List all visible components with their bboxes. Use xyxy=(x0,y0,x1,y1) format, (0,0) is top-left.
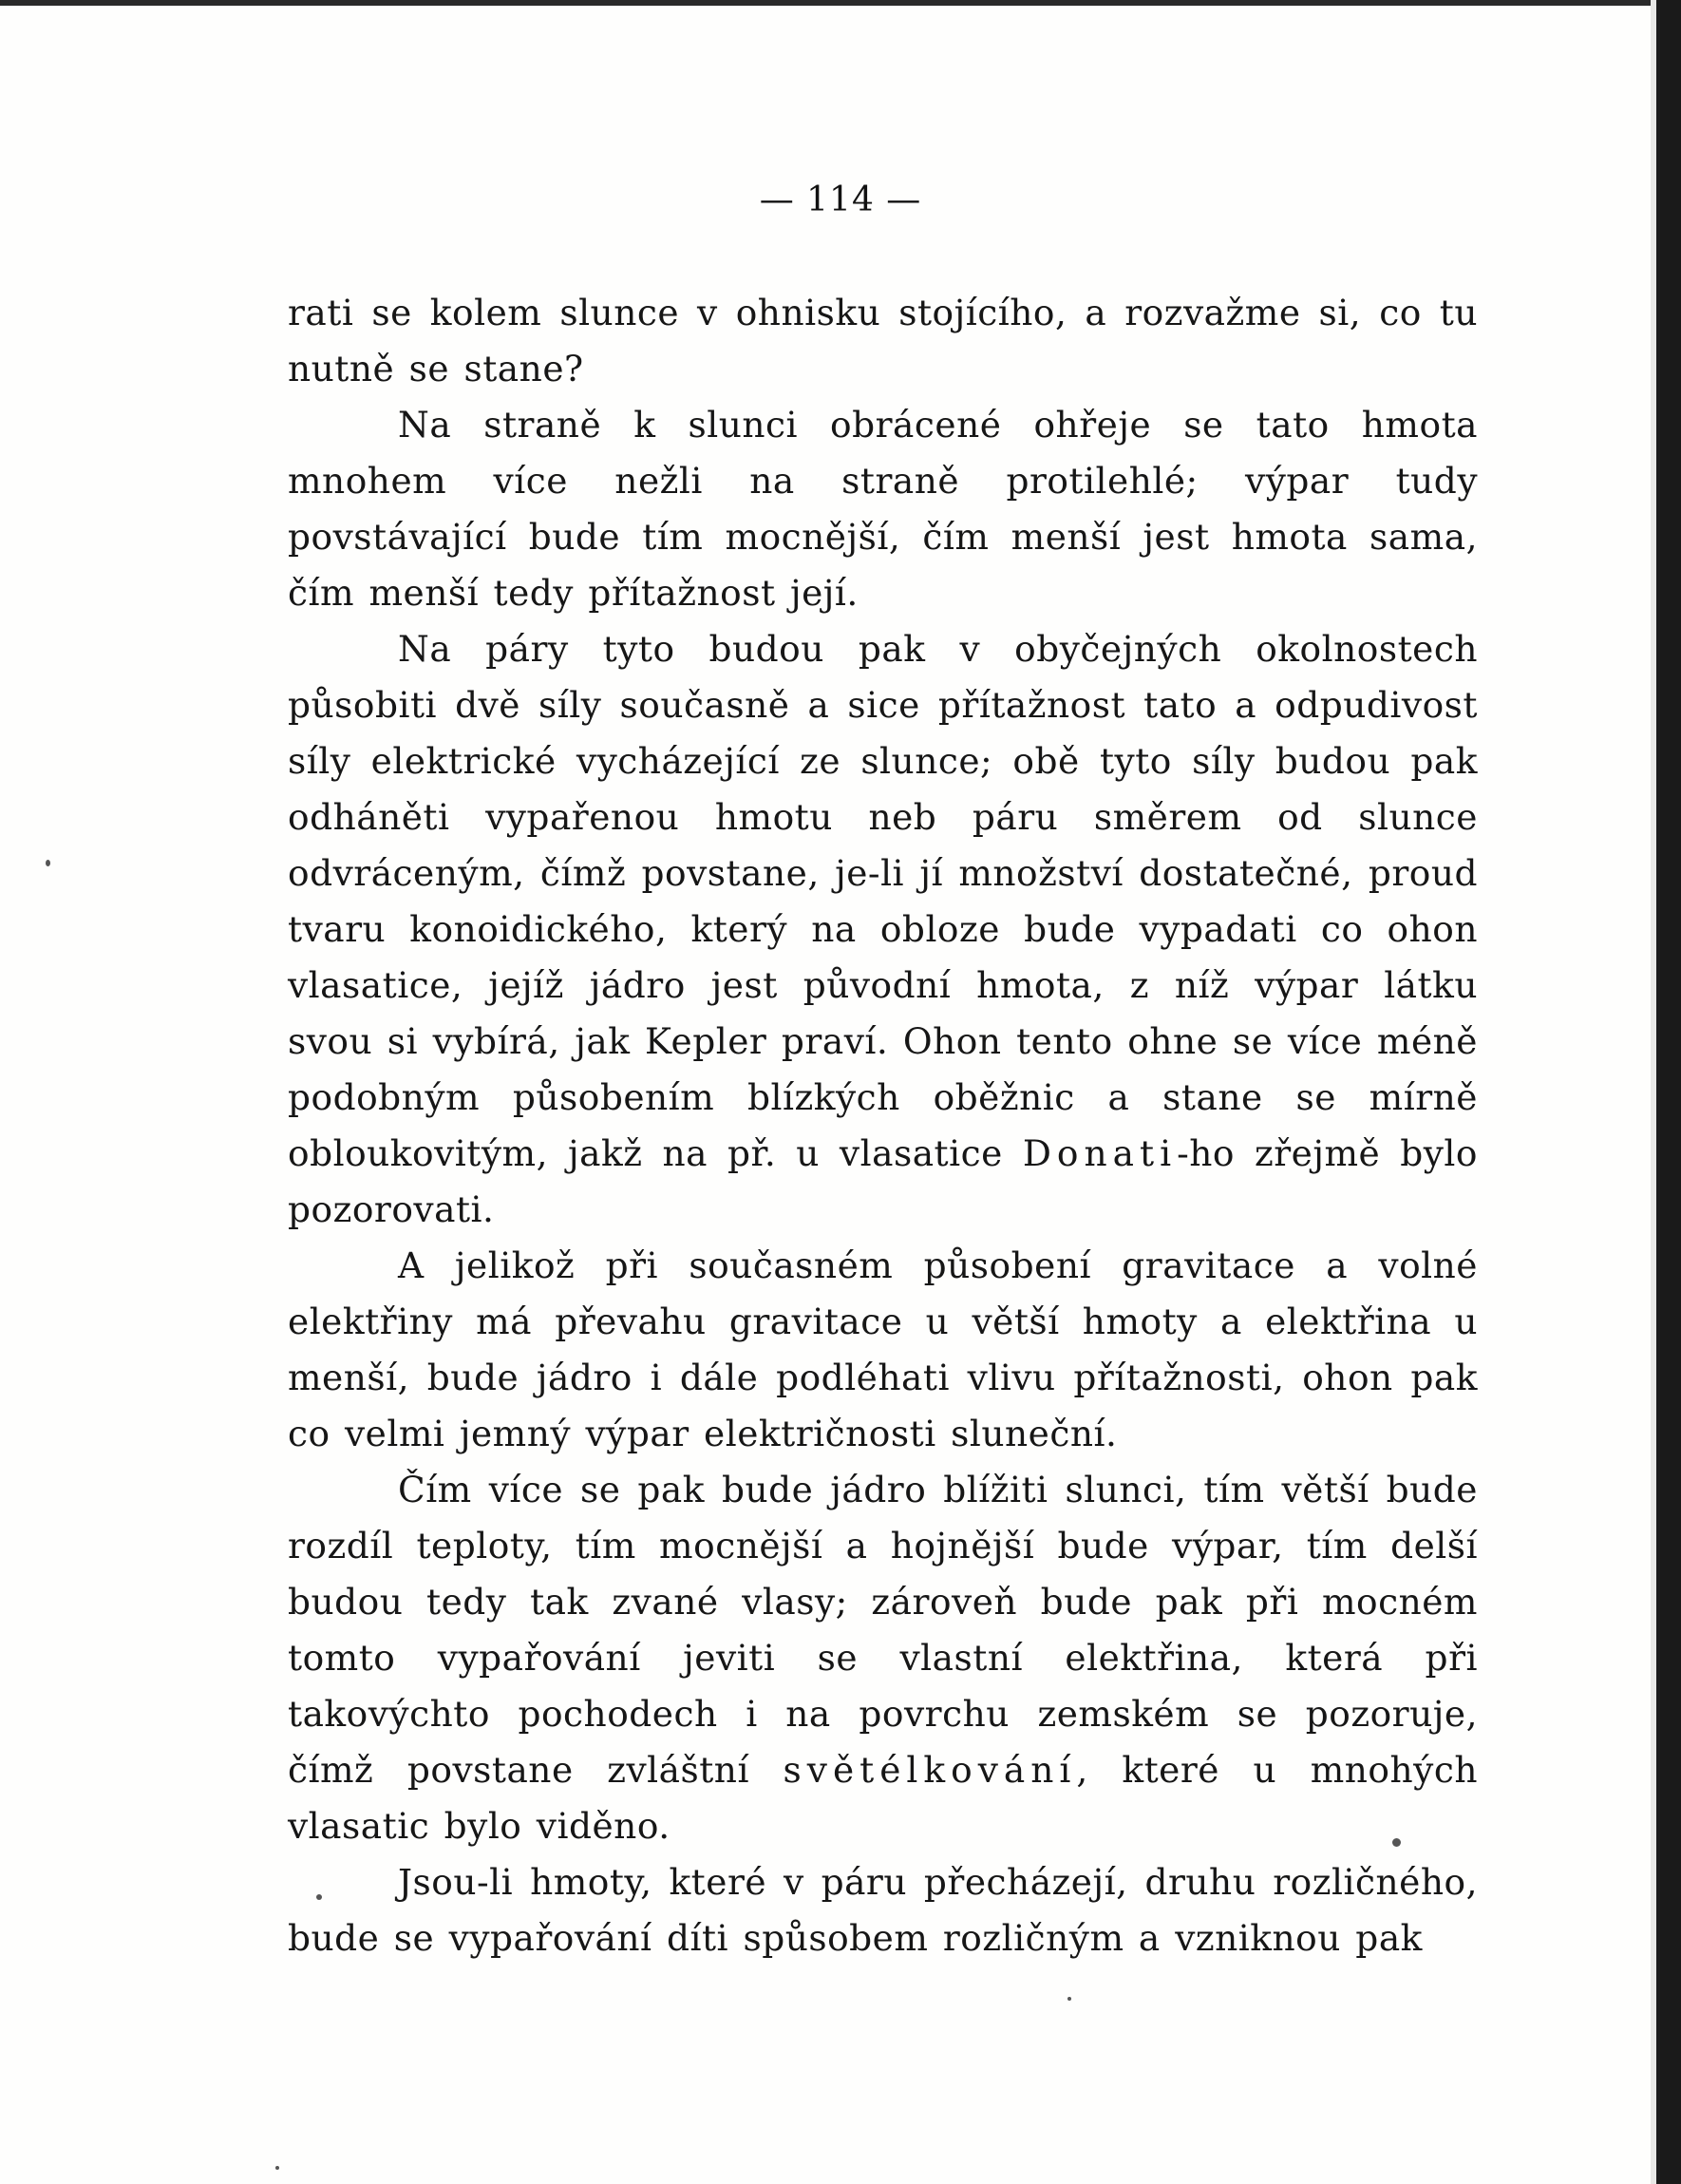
scan-speck xyxy=(1067,1997,1071,2001)
scan-top-edge xyxy=(0,0,1653,6)
paragraph-5-text-a: Čím více se pak bude jádro blížiti slunci, tím větší bude rozdíl teploty, tím mocnější a hojnější bude výpar, tím delší budou tedy tak zvané vlasy; zároveň bude pak při mocném tomto vypařování jeviti se vlastní elektřina, která při takovýchto pochodech i na povrchu zemském se pozoruje, čímž povstane zvláštní xyxy=(288,1469,1478,1791)
scan-speck xyxy=(46,860,50,866)
scan-right-edge xyxy=(1656,0,1681,2184)
paragraph-1: rati se kolem slunce v ohnisku stojícího, a rozvažme si, co tu nutně se stane? xyxy=(288,292,1478,389)
spaced-term: světélkování xyxy=(783,1749,1077,1791)
spaced-name-donati: Donati xyxy=(1022,1132,1178,1174)
scan-speck xyxy=(1392,1838,1401,1847)
paragraph-5 xyxy=(288,1462,1478,1854)
page-number: — 114 — xyxy=(759,180,922,219)
paragraph-3 xyxy=(288,621,1478,1238)
paragraph-4: A jelikož při současném působení gravitace a volné elektřiny má převahu gravitace u větší hmoty a elektřina u menší, bude jádro i dále podléhati vlivu přítažnosti, ohon pak co velmi jemný výpar električnosti sluneční. xyxy=(288,1244,1478,1454)
paragraph-6: Jsou-li hmoty, které v páru přecházejí, druhu rozličného, bude se vypařování díti spůsobem rozličným a vzniknou pak xyxy=(288,1861,1478,1959)
paragraph-3-text-a: Na páry tyto budou pak v obyčejných okolnostech působiti dvě síly současně a sice přítažnost tato a odpudivost síly elektrické vycházející ze slunce; obě tyto síly budou pak odháněti vypařenou hmotu neb páru směrem od slunce odvráceným, čímž povstane, je-li jí množství dostatečné, proud tvaru konoidického, který na obloze bude vypadati co ohon vlasatice, jejíž jádro jest původní hmota, z níž výpar látku svou si vybírá, jak Kepler praví. Ohon tento ohne se více méně podobným působením blízkých oběžnic a stane se mírně obloukovitým, jakž na př. u vlasatice xyxy=(288,628,1478,1174)
scan-speck xyxy=(275,2166,279,2170)
paragraph-5-text-b: , které u mnohých vlasatic bylo viděno. xyxy=(288,1749,1479,1847)
paragraph-3-text-b: -ho zřejmě bylo pozorovati. xyxy=(288,1132,1478,1230)
body-text xyxy=(288,285,1478,1966)
paragraph-2: Na straně k slunci obrácené ohřeje se tato hmota mnohem více nežli na straně protilehlé; výpar tudy povstávající bude tím mocnější, čím menší jest hmota sama, čím menší tedy přítažnost její. xyxy=(288,404,1478,614)
scan-speck xyxy=(316,1894,322,1900)
